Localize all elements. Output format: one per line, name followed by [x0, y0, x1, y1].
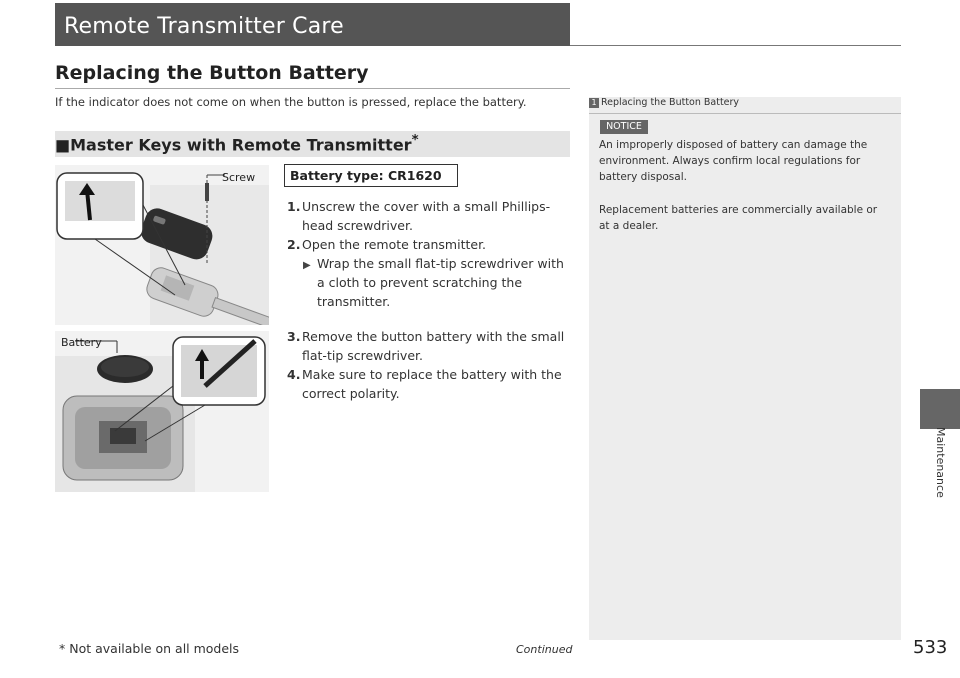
square-bullet-icon: ■: [55, 135, 71, 155]
step-number: 1.: [287, 199, 301, 214]
step-item: [287, 235, 572, 254]
maintenance-tab-label: Maintenance: [934, 427, 947, 498]
step-item: [287, 197, 572, 235]
sub-step-item: [303, 254, 572, 311]
maintenance-tab[interactable]: [920, 389, 960, 429]
battery-label: Battery: [61, 336, 102, 349]
page-number: 533: [913, 637, 948, 658]
step-number: 2.: [287, 237, 301, 252]
step-text: Unscrew the cover with a small Phillips-head screwdriver.: [302, 199, 551, 233]
step-number: 3.: [287, 329, 301, 344]
screw-label: Screw: [222, 171, 256, 184]
replacement-text: Replacement batteries are commercially available or at a dealer.: [599, 204, 878, 232]
section-rule: [55, 88, 570, 89]
step-number: 4.: [287, 367, 301, 382]
step-text: Remove the button battery with the small flat-tip screwdriver.: [302, 329, 565, 363]
intro-text: If the indicator does not come on when the button is pressed, replace the battery.: [55, 95, 527, 109]
key-cover-illustration: [55, 165, 269, 325]
battery-removal-illustration: [55, 331, 269, 492]
step-text: Make sure to replace the battery with the correct polarity.: [302, 367, 562, 401]
steps-list: [287, 197, 572, 403]
sidebar-rule: [589, 113, 901, 114]
sidebar-heading: [589, 97, 739, 108]
battery-removal-drawing: [55, 331, 269, 492]
header-rule: [570, 45, 901, 46]
step-item: [287, 365, 572, 403]
sub-step-text: Wrap the small flat-tip screwdriver with a cloth to prevent scratching the transmitter.: [317, 256, 564, 309]
key-cover-drawing: [55, 165, 269, 325]
page-title: Remote Transmitter Care: [64, 14, 344, 39]
reference-mark-icon: 1: [589, 98, 599, 108]
continued-label: Continued: [516, 643, 573, 656]
subsection-title: [55, 133, 419, 154]
section-title: Replacing the Button Battery: [55, 62, 369, 84]
footnote: * Not available on all models: [59, 641, 240, 656]
asterisk-mark: *: [411, 133, 419, 148]
battery-type-box: Battery type: CR1620: [284, 164, 458, 187]
subsection-title-text: Master Keys with Remote Transmitter: [70, 135, 412, 155]
step-text: Open the remote transmitter.: [302, 237, 487, 252]
step-item: [287, 327, 572, 365]
notice-badge: NOTICE: [600, 120, 648, 134]
triangle-arrow-icon: ▶: [303, 260, 311, 271]
sidebar-heading-text: Replacing the Button Battery: [601, 97, 740, 108]
notice-text: An improperly disposed of battery can damage the environment. Always confirm local regulations for battery disposal.: [599, 139, 868, 183]
